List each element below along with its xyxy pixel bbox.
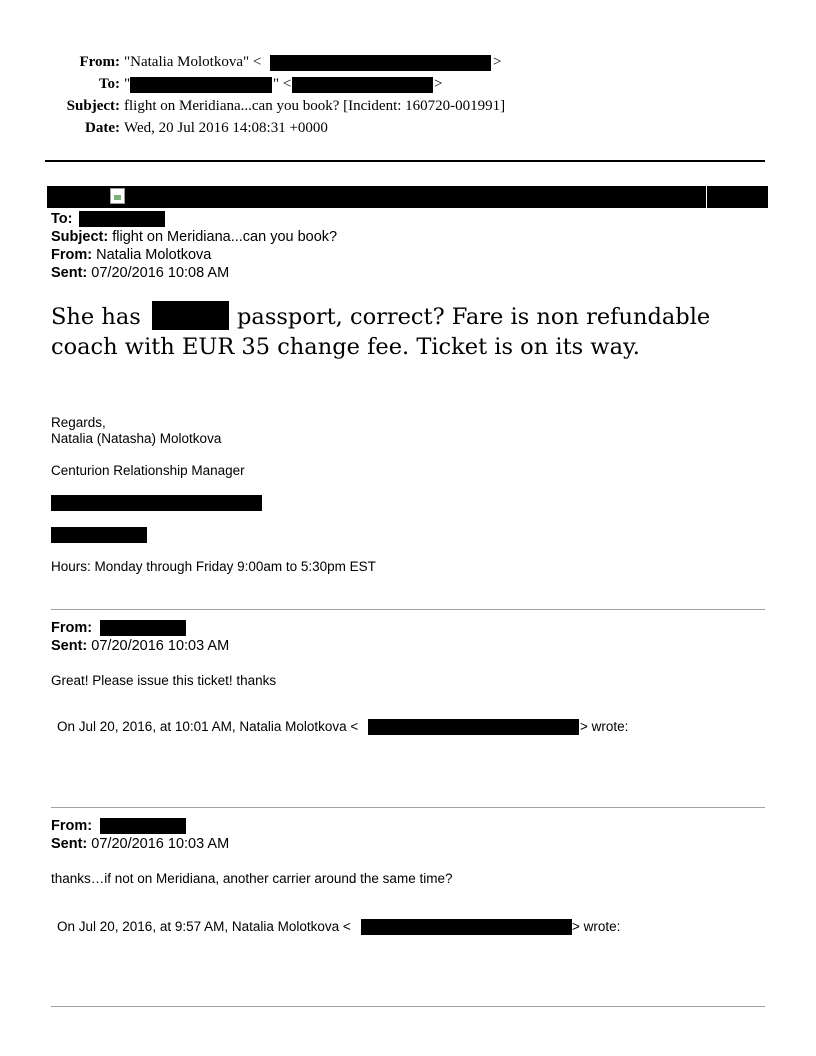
header-to-open: " — [124, 76, 131, 92]
message3-sent-label: Sent: — [51, 836, 88, 852]
message1-from-value: Natalia Molotkova — [96, 247, 212, 263]
message2-quote-a: On Jul 20, 2016, at 10:01 AM, Natalia Molotkova < — [57, 719, 359, 734]
message1-from — [51, 246, 211, 264]
redaction-message1-to — [79, 211, 165, 227]
broken-image-icon — [110, 188, 125, 204]
redaction-passport — [152, 301, 229, 330]
redaction-signature-line1 — [51, 495, 262, 511]
redaction-to-name — [130, 77, 272, 93]
message1-sent — [51, 264, 229, 282]
header-to-mid: " < — [273, 76, 292, 92]
signature-regards: Regards, — [51, 415, 106, 430]
header-subject-label: Subject: — [66, 98, 120, 114]
redaction-signature-line2 — [51, 527, 147, 543]
signature-title: Centurion Relationship Manager — [51, 463, 245, 478]
message2-quote-b: > wrote: — [580, 719, 629, 734]
message2-sent-value: 07/20/2016 10:03 AM — [91, 638, 230, 654]
message2-sent — [51, 637, 229, 655]
message-divider-1 — [51, 609, 765, 610]
message3-quote-b: > wrote: — [572, 919, 621, 934]
header-to-close: > — [434, 76, 443, 92]
message1-to — [51, 210, 72, 228]
message3-from-label: From: — [51, 818, 93, 834]
header-divider — [45, 160, 765, 162]
header-date-value: Wed, 20 Jul 2016 14:08:31 +0000 — [124, 120, 328, 136]
message1-body-line1b: passport, correct? Fare is non refundable — [237, 304, 711, 330]
message3-body: thanks…if not on Meridiana, another carrier around the same time? — [51, 871, 453, 886]
message1-subject-label: Subject: — [51, 229, 109, 245]
message1-sent-value: 07/20/2016 10:08 AM — [91, 265, 230, 281]
header-subject-value: flight on Meridiana...can you book? [Incident: 160720-001991] — [124, 98, 506, 114]
message3-sent — [51, 835, 229, 853]
header-from-label: From: — [79, 54, 120, 70]
message1-subject — [51, 228, 337, 246]
message1-to-label: To: — [51, 211, 73, 227]
message1-body-line2: coach with EUR 35 change fee. Ticket is on its way. — [51, 334, 640, 360]
redaction-message3-from — [100, 818, 186, 834]
message2-sent-label: Sent: — [51, 638, 88, 654]
redaction-message2-quote-email — [368, 719, 579, 735]
message-divider-3 — [51, 1006, 765, 1007]
message1-body-line1a: She has — [51, 304, 141, 330]
message3-from — [51, 817, 92, 835]
message-divider-2 — [51, 807, 765, 808]
header-from-value: "Natalia Molotkova" < — [124, 54, 262, 70]
message1-subject-value: flight on Meridiana...can you book? — [112, 229, 338, 245]
header-from-close: > — [493, 54, 502, 70]
redaction-message3-quote-email — [361, 919, 572, 935]
redaction-banner — [47, 186, 768, 208]
banner-separator — [706, 186, 707, 208]
message3-quote-a: On Jul 20, 2016, at 9:57 AM, Natalia Molotkova < — [57, 919, 351, 934]
signature-hours: Hours: Monday through Friday 9:00am to 5:30pm EST — [51, 559, 376, 574]
signature-name: Natalia (Natasha) Molotkova — [51, 431, 222, 446]
message1-sent-label: Sent: — [51, 265, 88, 281]
message2-from-label: From: — [51, 620, 93, 636]
redaction-from-email — [270, 55, 491, 71]
redaction-to-email — [292, 77, 433, 93]
message1-from-label: From: — [51, 247, 93, 263]
redaction-message2-from — [100, 620, 186, 636]
header-to-label: To: — [98, 76, 120, 92]
header-date-label: Date: — [85, 120, 120, 136]
message3-sent-value: 07/20/2016 10:03 AM — [91, 836, 230, 852]
message2-from — [51, 619, 92, 637]
message2-body: Great! Please issue this ticket! thanks — [51, 673, 277, 688]
